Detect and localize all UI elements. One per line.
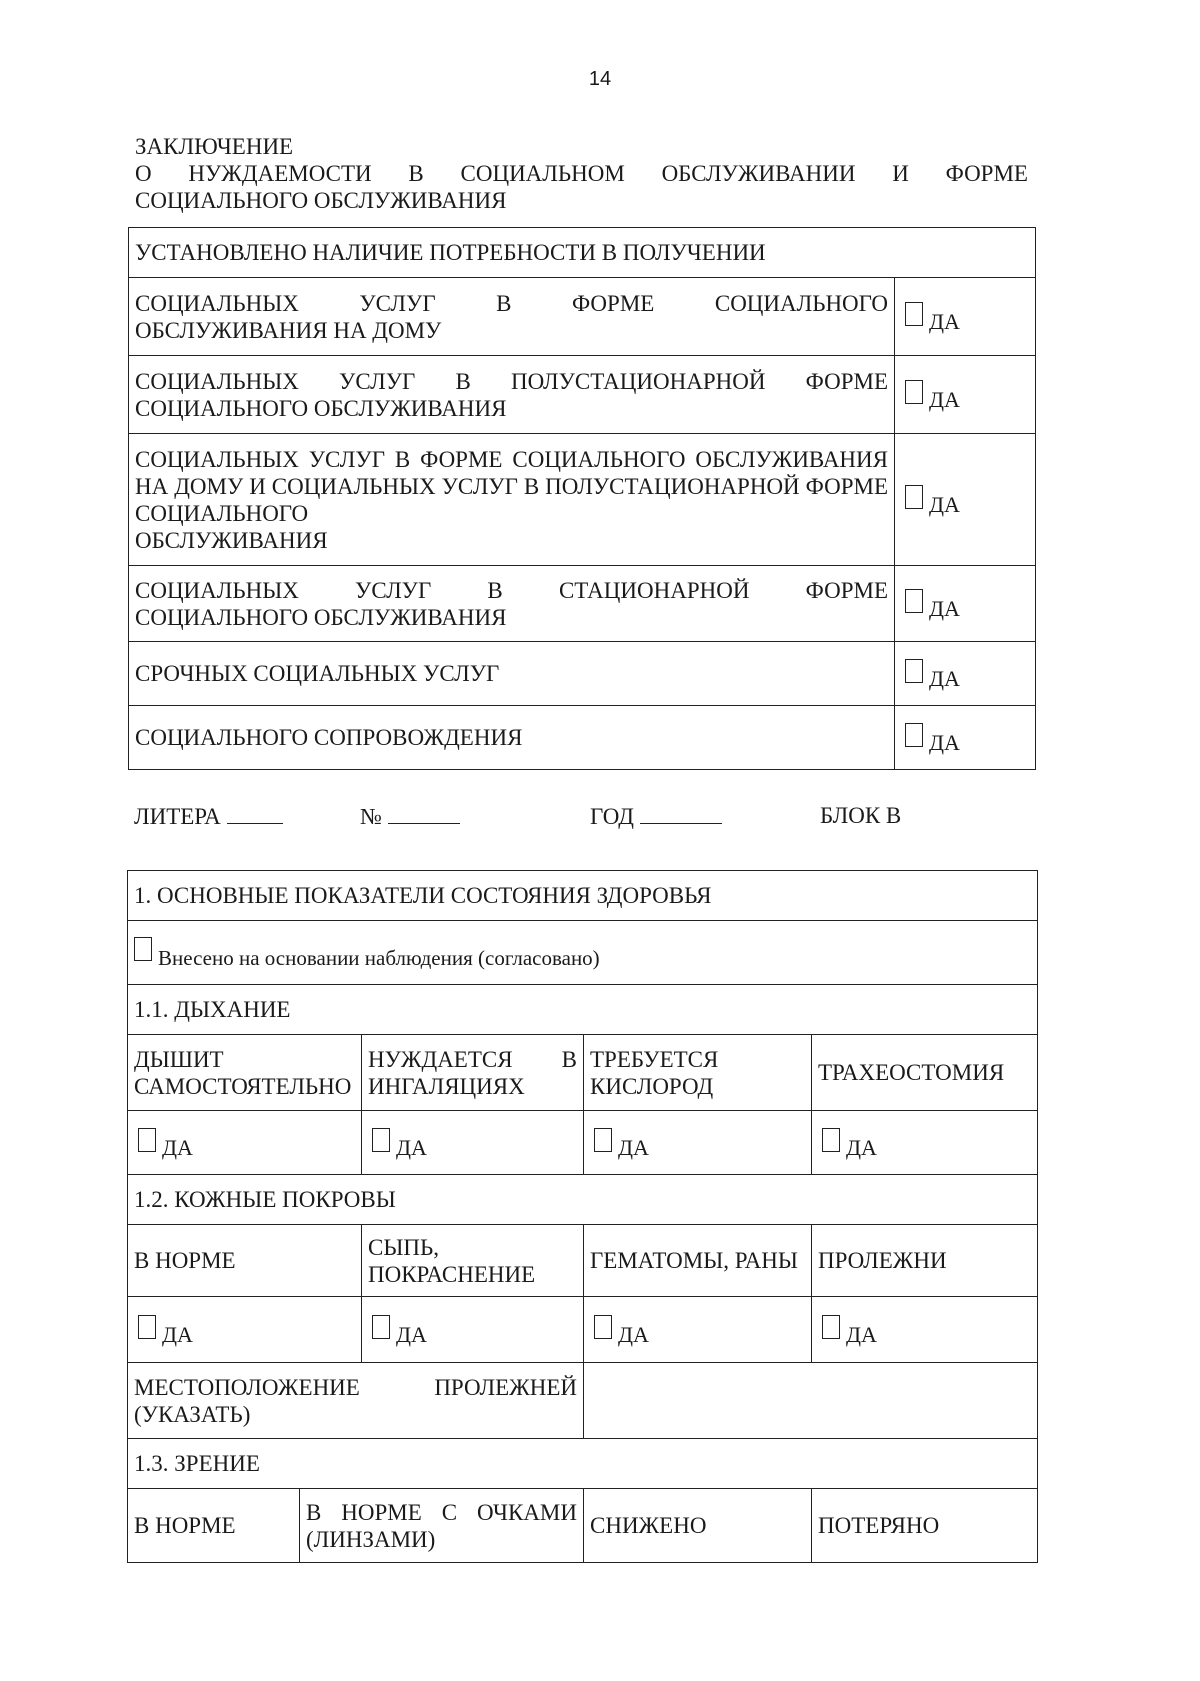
row-text: СОЦИАЛЬНОГО ОБСЛУЖИВАНИЯ (135, 604, 507, 630)
heading-word: О (135, 161, 152, 186)
table-row (129, 356, 1036, 434)
yes-label: ДА (846, 1135, 877, 1160)
checkbox[interactable] (905, 302, 923, 326)
yes-option[interactable] (584, 1297, 812, 1363)
row-text: ОБСЛУЖИВАНИЯ (135, 527, 328, 553)
yes-option[interactable] (895, 706, 1036, 770)
breathing-col-independent: ДЫШИТ САМОСТОЯТЕЛЬНО (128, 1035, 362, 1111)
yes-option[interactable] (362, 1297, 584, 1363)
table-row (128, 1225, 1038, 1297)
yes-label: ДА (618, 1135, 649, 1160)
need-option-semistationary (129, 356, 895, 434)
yes-label: ДА (929, 492, 960, 517)
yes-option[interactable] (895, 278, 1036, 356)
health-section-title: 1. ОСНОВНЫЕ ПОКАЗАТЕЛИ СОСТОЯНИЯ ЗДОРОВЬЯ (128, 871, 1038, 921)
yes-label: ДА (618, 1322, 649, 1347)
checkbox[interactable] (372, 1128, 390, 1152)
table-row (129, 278, 1036, 356)
vision-col-lost: ПОТЕРЯНО (812, 1489, 1038, 1563)
breathing-title: 1.1. ДЫХАНИЕ (128, 985, 1038, 1035)
row-text: СОЦИАЛЬНЫХ УСЛУГ В СТАЦИОНАРНОЙ ФОРМЕ (135, 577, 888, 603)
yes-label: ДА (162, 1135, 193, 1160)
skin-col-hematoma: ГЕМАТОМЫ, РАНЫ (584, 1225, 812, 1297)
table-row (128, 1111, 1038, 1175)
row-text: СОЦИАЛЬНОГО ОБСЛУЖИВАНИЯ (135, 395, 507, 421)
row-text: ОБСЛУЖИВАНИЯ НА ДОМУ (135, 317, 442, 343)
table-row (129, 434, 1036, 566)
checkbox[interactable] (905, 380, 923, 404)
table-row (129, 706, 1036, 770)
yes-label: ДА (929, 387, 960, 412)
checkbox[interactable] (372, 1315, 390, 1339)
table-row (128, 1363, 1038, 1439)
number-input[interactable] (388, 803, 460, 824)
conclusion-heading (135, 133, 1028, 214)
checkbox[interactable] (905, 659, 923, 683)
yes-label: ДА (929, 730, 960, 755)
heading-word: СОЦИАЛЬНОМ (460, 161, 625, 186)
yes-option[interactable] (812, 1297, 1038, 1363)
yes-option[interactable] (895, 642, 1036, 706)
table-row (129, 642, 1036, 706)
table-row (128, 1489, 1038, 1563)
need-option-urgent: СРОЧНЫХ СОЦИАЛЬНЫХ УСЛУГ (129, 642, 895, 706)
checkbox[interactable] (822, 1128, 840, 1152)
checkbox[interactable] (138, 1128, 156, 1152)
table-row (129, 566, 1036, 642)
yes-label: ДА (929, 309, 960, 334)
year-label: ГОД (590, 804, 634, 829)
heading-word: ОБСЛУЖИВАНИИ (661, 161, 856, 186)
heading-subtitle-cont: СОЦИАЛЬНОГО ОБСЛУЖИВАНИЯ (135, 188, 507, 213)
yes-label: ДА (846, 1322, 877, 1347)
cell-text: МЕСТОПОЛОЖЕНИЕ ПРОЛЕЖНЕЙ (134, 1374, 577, 1400)
yes-option[interactable] (895, 434, 1036, 566)
observation-row[interactable] (128, 921, 1038, 985)
vision-col-reduced: СНИЖЕНО (584, 1489, 812, 1563)
table-row (128, 1297, 1038, 1363)
skin-col-normal: В НОРМЕ (128, 1225, 362, 1297)
yes-option[interactable] (895, 566, 1036, 642)
need-table (128, 227, 1036, 770)
skin-col-bedsores: ПРОЛЕЖНИ (812, 1225, 1038, 1297)
need-option-stationary (129, 566, 895, 642)
block-label: БЛОК В (820, 803, 902, 828)
skin-col-rash: СЫПЬ, ПОКРАСНЕНИЕ (362, 1225, 584, 1297)
checkbox[interactable] (905, 589, 923, 613)
health-table (127, 870, 1038, 1563)
checkbox[interactable] (905, 723, 923, 747)
heading-title: ЗАКЛЮЧЕНИЕ (135, 134, 294, 159)
checkbox[interactable] (594, 1128, 612, 1152)
checkbox[interactable] (594, 1315, 612, 1339)
vision-col-normal: В НОРМЕ (128, 1489, 300, 1563)
heading-word: И (892, 161, 909, 186)
cell-text: (УКАЗАТЬ) (134, 1401, 251, 1427)
table-row (128, 1035, 1038, 1111)
breathing-col-tracheostomy: ТРАХЕОСТОМИЯ (812, 1035, 1038, 1111)
heading-word: ФОРМЕ (945, 161, 1028, 186)
need-option-home (129, 278, 895, 356)
cell-text: НУЖДАЕТСЯ В ИНГАЛЯЦИЯХ (368, 1046, 577, 1099)
page-number: 14 (588, 68, 612, 90)
yes-option[interactable] (362, 1111, 584, 1175)
vision-title: 1.3. ЗРЕНИЕ (128, 1439, 1038, 1489)
breathing-col-inhalation (362, 1035, 584, 1111)
skin-title: 1.2. КОЖНЫЕ ПОКРОВЫ (128, 1175, 1038, 1225)
litera-input[interactable] (227, 803, 283, 824)
checkbox[interactable] (138, 1315, 156, 1339)
yes-option[interactable] (812, 1111, 1038, 1175)
yes-label: ДА (929, 596, 960, 621)
yes-option[interactable] (895, 356, 1036, 434)
row-text: СОЦИАЛЬНЫХ УСЛУГ В ФОРМЕ СОЦИАЛЬНОГО (135, 290, 888, 316)
need-option-home-and-semistationary (129, 434, 895, 566)
yes-label: ДА (396, 1322, 427, 1347)
heading-word: В (408, 161, 424, 186)
yes-label: ДА (396, 1135, 427, 1160)
bedsore-location-input[interactable] (584, 1363, 1038, 1439)
yes-label: ДА (929, 666, 960, 691)
observation-note: Внесено на основании наблюдения (согласовано) (158, 945, 600, 970)
need-table-header: УСТАНОВЛЕНО НАЛИЧИЕ ПОТРЕБНОСТИ В ПОЛУЧЕНИИ (129, 228, 1036, 278)
number-label: № (360, 804, 382, 829)
cell-text: В НОРМЕ С ОЧКАМИ (ЛИНЗАМИ) (306, 1499, 577, 1552)
litera-field (134, 803, 283, 830)
need-option-accompaniment: СОЦИАЛЬНОГО СОПРОВОЖДЕНИЯ (129, 706, 895, 770)
row-text: СОЦИАЛЬНЫХ УСЛУГ В ФОРМЕ СОЦИАЛЬНОГО ОБСЛУЖИВАНИЯ НА ДОМУ И СОЦИАЛЬНЫХ УСЛУГ В ПОЛУСТАЦИОНАРНОЙ ФОРМЕ СОЦИАЛЬНОГО (135, 446, 888, 526)
checkbox[interactable] (822, 1315, 840, 1339)
year-field (590, 803, 722, 830)
yes-option[interactable] (128, 1111, 362, 1175)
yes-label: ДА (162, 1322, 193, 1347)
year-input[interactable] (640, 803, 722, 824)
vision-col-glasses (300, 1489, 584, 1563)
yes-option[interactable] (128, 1297, 362, 1363)
bedsore-location-label (128, 1363, 584, 1439)
row-text: СОЦИАЛЬНЫХ УСЛУГ В ПОЛУСТАЦИОНАРНОЙ ФОРМЕ (135, 368, 888, 394)
number-field (360, 803, 460, 830)
checkbox[interactable] (905, 485, 923, 509)
breathing-col-oxygen: ТРЕБУЕТСЯ КИСЛОРОД (584, 1035, 812, 1111)
litera-label: ЛИТЕРА (134, 804, 221, 829)
checkbox[interactable] (134, 937, 152, 961)
heading-word: НУЖДАЕМОСТИ (188, 161, 372, 186)
heading-subtitle (135, 160, 1028, 187)
yes-option[interactable] (584, 1111, 812, 1175)
